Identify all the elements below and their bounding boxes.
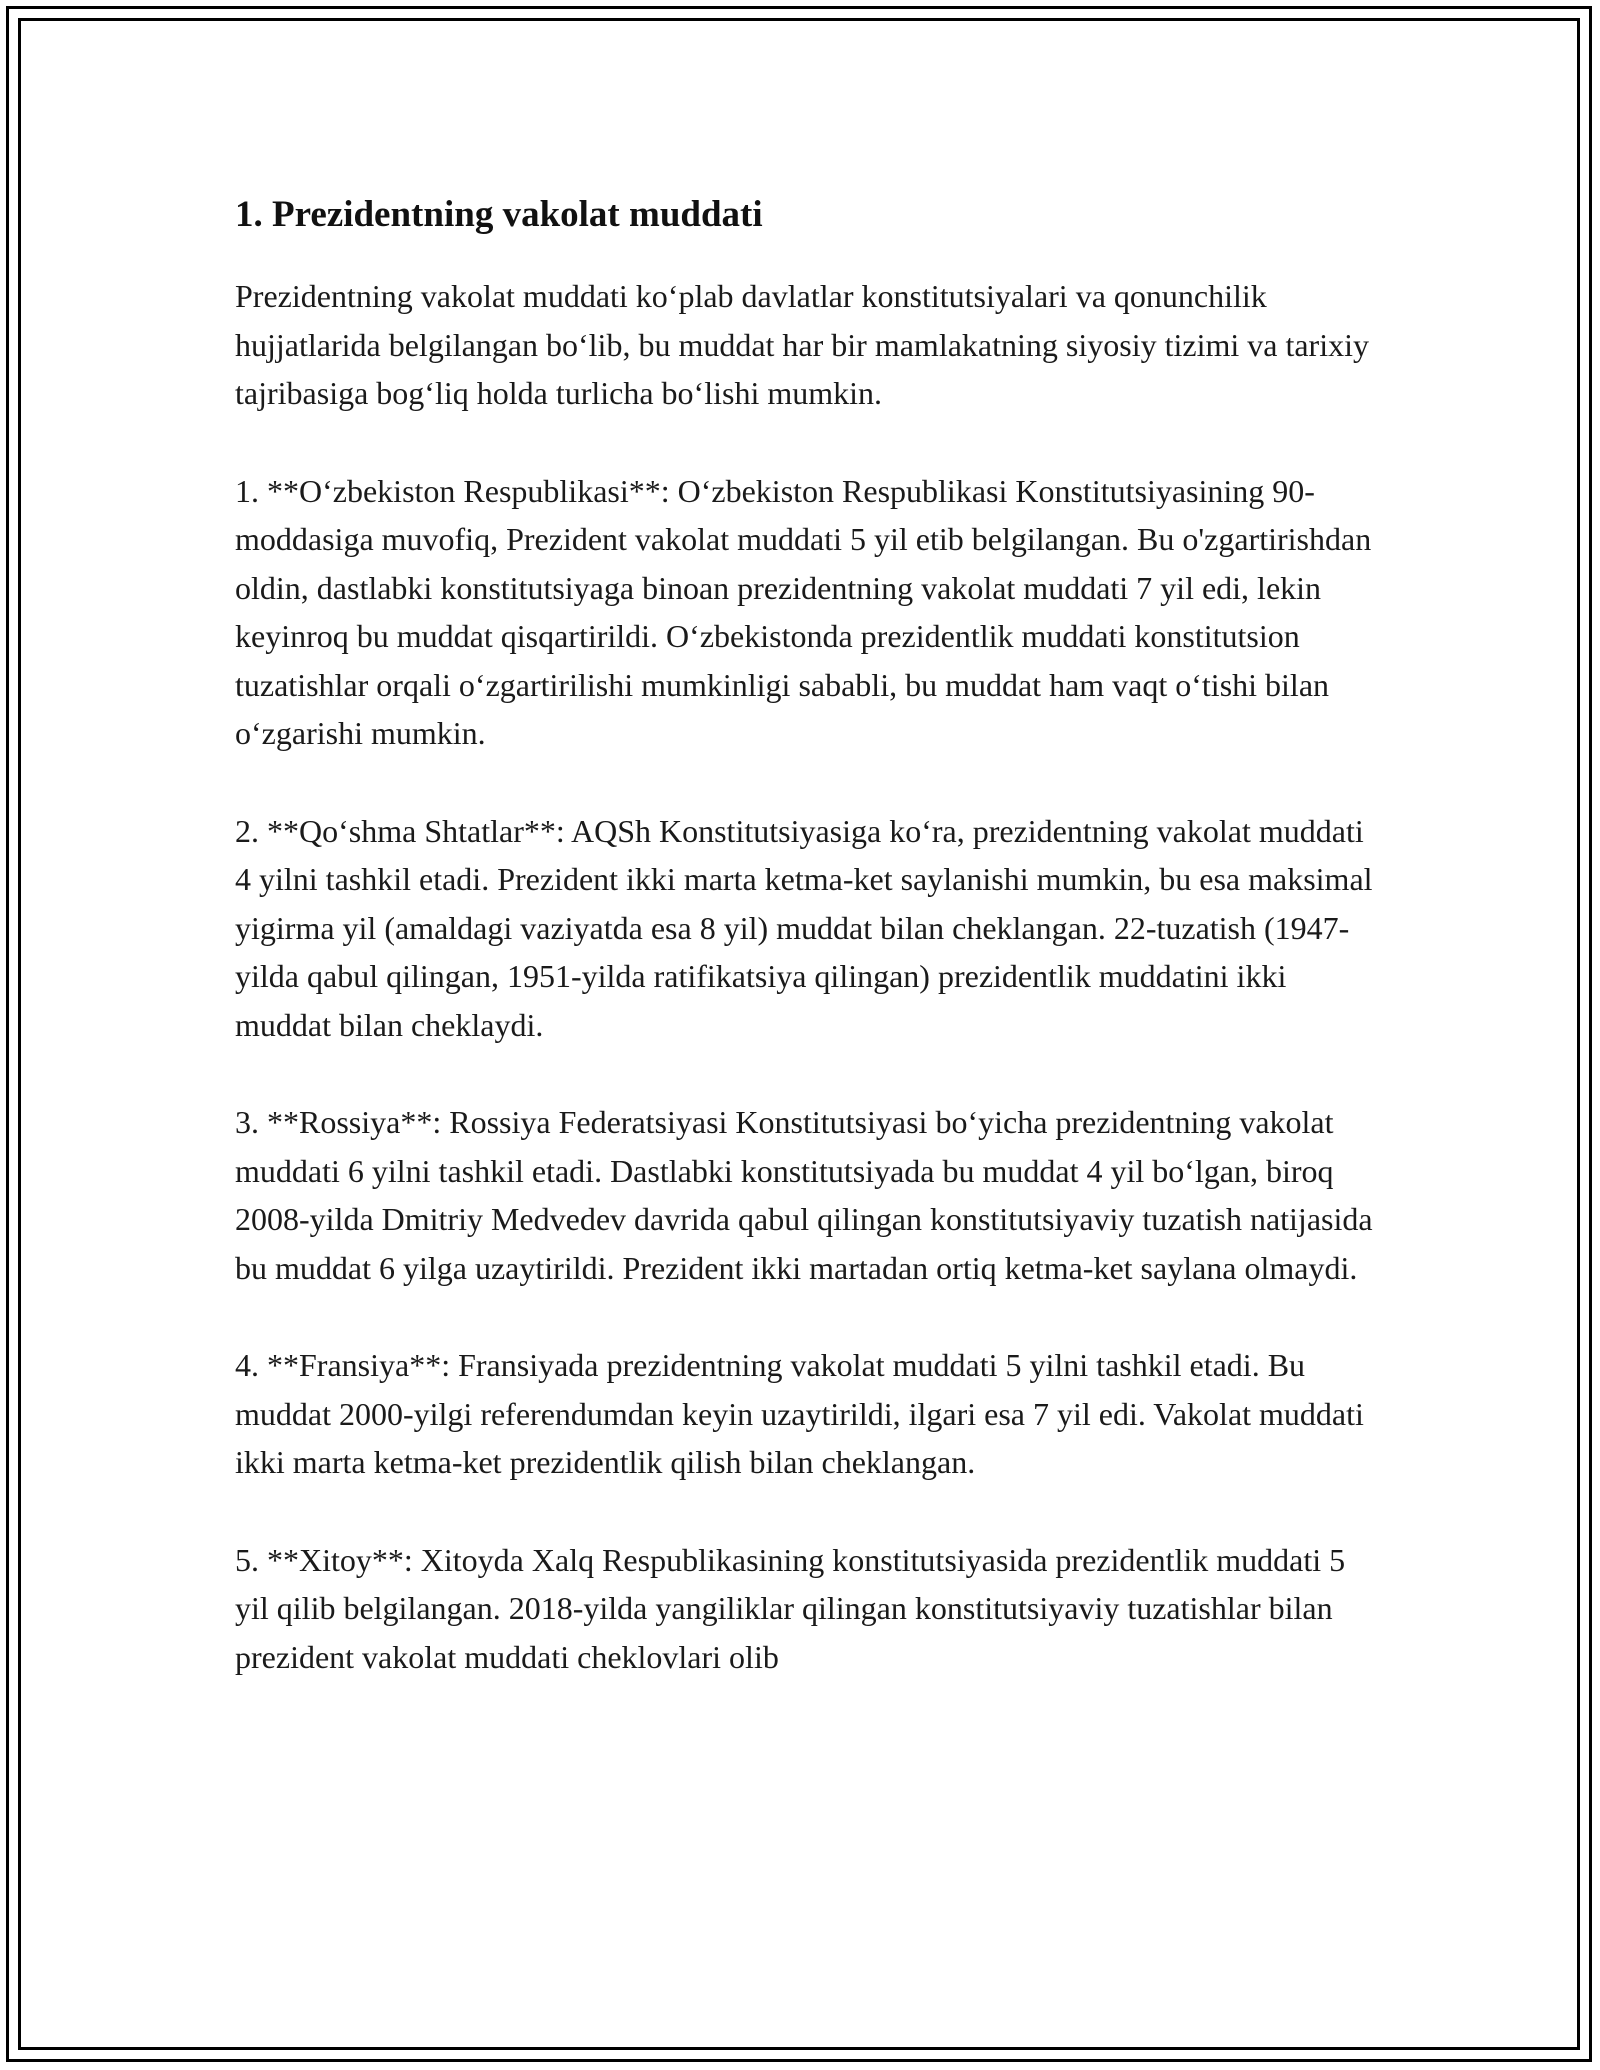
paragraph-china: 5. **Xitoy**: Xitoyda Xalq Respublikasining konstitutsiyasida prezidentlik muddati 5 yil qilib belgilangan. 2018-yilda yangiliklar qilingan konstitutsiyaviy tuzatishlar bilan prezident vakolat muddati cheklovlari olib: [235, 1541, 1346, 1675]
document-body: [235, 188, 1375, 1681]
section-heading: 1. Prezidentning vakolat muddati: [235, 194, 763, 235]
paragraph-russia: 3. **Rossiya**: Rossiya Federatsiyasi Konstitutsiyasi bo‘yicha prezidentning vakolat muddati 6 yilni tashkil etadi. Dastlabki konstitutsiyada bu muddat 4 yil bo‘lgan, biroq 2008-yilda Dmitriy Medvedev davrida qabul qilingan konstitutsiyaviy tuzatish natijasida bu muddat 6 yilga uzaytirildi. Prezident ikki martadan ortiq ketma-ket saylana olmaydi.: [235, 1104, 1373, 1286]
paragraph-france: 4. **Fransiya**: Fransiyada prezidentning vakolat muddati 5 yilni tashkil etadi. Bu muddat 2000-yilgi referendumdan keyin uzaytirildi, ilgari esa 7 yil edi. Vakolat muddati ikki marta ketma-ket prezidentlik qilish bilan cheklangan.: [235, 1347, 1364, 1480]
paragraph-uzbekistan: 1. **O‘zbekiston Respublikasi**: O‘zbekiston Respublikasi Konstitutsiyasining 90-moddasiga muvofiq, Prezident vakolat muddati 5 yil etib belgilangan. Bu o'zgartirishdan oldin, dastlabki konstitutsiyaga binoan prezidentning vakolat muddati 7 yil edi, lekin keyinroq bu muddat qisqartirildi. O‘zbekistonda prezidentlik muddati konstitutsion tuzatishlar orqali o‘zgartirilishi mumkinligi sababli, bu muddat ham vaqt o‘tishi bilan o‘zgarishi mumkin.: [235, 472, 1372, 751]
paragraph-usa: 2. **Qo‘shma Shtatlar**: AQSh Konstitutsiyasiga ko‘ra, prezidentning vakolat muddati 4 yilni tashkil etadi. Prezident ikki marta ketma-ket saylanishi mumkin, bu esa maksimal yigirma yil (amaldagi vaziyatda esa 8 yil) muddat bilan cheklangan. 22-tuzatish (1947-yilda qabul qilingan, 1951-yilda ratifikatsiya qilingan) prezidentlik muddatini ikki muddat bilan cheklaydi.: [235, 812, 1373, 1043]
intro-paragraph: Prezidentning vakolat muddati ko‘plab davlatlar konstitutsiyalari va qonunchilik hujjatlarida belgilangan bo‘lib, bu muddat har bir mamlakatning siyosiy tizimi va tarixiy tajribasiga bog‘liq holda turlicha bo‘lishi mumkin.: [235, 278, 1369, 411]
